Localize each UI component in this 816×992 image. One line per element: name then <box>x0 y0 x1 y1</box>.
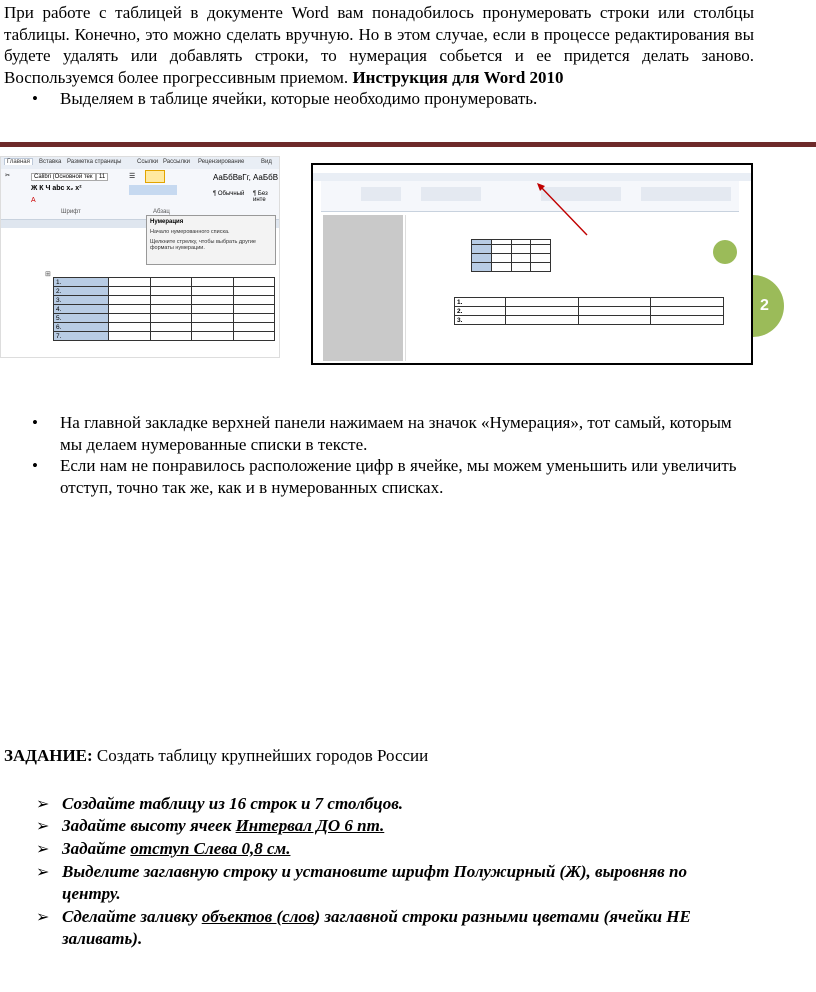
table-cell: 7. <box>54 332 109 341</box>
arrow-bullet-icon: ➢ <box>36 907 50 926</box>
table-row <box>54 332 275 341</box>
font-name-box: Calibri (Основной тек <box>31 173 96 181</box>
table-cell: 3. <box>455 316 506 325</box>
table-row <box>455 316 724 325</box>
arrow-bullet-icon: ➢ <box>36 839 50 858</box>
word-ruler-indent-screenshot <box>311 163 753 365</box>
ribbon-group <box>421 187 481 201</box>
numbered-table <box>53 277 275 341</box>
tooltip-line-2: Щелкните стрелку, чтобы выбрать другие <box>150 239 256 245</box>
page-margin-area <box>323 215 403 361</box>
table-row <box>455 307 724 316</box>
table-cell: 1. <box>54 278 109 287</box>
task-item-text: Задайте <box>62 839 131 858</box>
task-heading <box>4 745 428 767</box>
intro-bold: Инструкция для Word 2010 <box>352 67 564 87</box>
ribbon-tabs <box>313 173 751 181</box>
style-normal: АаБбВвГг, <box>213 173 251 182</box>
table-move-handle-icon: ⊞ <box>45 271 51 278</box>
task-label: ЗАДАНИЕ: <box>4 746 93 765</box>
table-cell: 1. <box>455 298 506 307</box>
ribbon-group <box>641 187 731 201</box>
ribbon-group <box>361 187 401 201</box>
decorative-dot <box>713 240 737 264</box>
table-row <box>54 323 275 332</box>
font-size-box: 11 <box>96 173 108 181</box>
style-normal-label: ¶ Обычный <box>213 191 245 197</box>
tooltip-line-3: форматы нумерации. <box>150 245 205 251</box>
table-cell: 3. <box>54 296 109 305</box>
bullet-marker: • <box>32 413 38 432</box>
group-paragraph-label: Абзац <box>153 209 170 215</box>
style-no-spacing: АаБбВ <box>253 173 279 182</box>
table-row <box>455 298 724 307</box>
table-row <box>54 296 275 305</box>
task-text: Создать таблицу крупнейших городов России <box>92 746 429 765</box>
task-item-emphasis: Интервал ДО 6 пт. <box>235 816 385 835</box>
tab-layout: Разметка страницы <box>67 159 122 165</box>
table-row <box>54 287 275 296</box>
task-item-text: Сделайте заливку <box>62 907 202 926</box>
table-cell: 2. <box>54 287 109 296</box>
table-cell: 6. <box>54 323 109 332</box>
indent-table <box>454 297 724 325</box>
task-item-text: Выделите заглавную строку и установите шрифт Полужирный (Ж), выровняв по центру. <box>62 862 687 903</box>
mini-table <box>471 239 551 272</box>
tab-review: Рецензирование <box>198 159 245 165</box>
table-row <box>54 278 275 287</box>
tooltip-line-1: Начало нумерованного списка. <box>150 229 230 235</box>
numbering-icon <box>145 170 165 183</box>
numbering-tooltip <box>146 215 276 265</box>
format-buttons: Ж К Ч abc x₂ x² <box>31 185 82 192</box>
red-arrow-icon <box>533 179 593 239</box>
task-item-text: Задайте высоту ячеек <box>62 816 236 835</box>
tab-references: Ссылки <box>137 159 159 165</box>
group-font-label: Шрифт <box>61 209 81 215</box>
tab-insert: Вставка <box>39 159 62 165</box>
task-item-text-end: ) заглавной строки разными цветами (ячейки НЕ заливать). <box>62 907 691 948</box>
tab-view: Вид <box>261 159 272 165</box>
task-item-text: Создайте таблицу из 16 строк и 7 столбцов. <box>62 794 404 813</box>
clipboard-icon: ✂ <box>5 173 11 179</box>
align-buttons <box>129 185 177 195</box>
tab-home: Главная <box>4 158 33 165</box>
bullet-text-2: На главной закладке верхней панели нажимаем на значок «Нумерация», тот самый, которым мы делаем нумерованные списки в тексте. <box>60 413 732 454</box>
bullet-text-3: Если нам не понравилось расположение цифр в ячейке, мы можем уменьшить или увеличить отступ, точно так же, как и в нумерованных списках. <box>60 456 737 497</box>
intro-paragraph <box>4 2 754 88</box>
bullet-marker: • <box>32 89 38 108</box>
intro-text: При работе с таблицей в документе Word вам понадобилось пронумеровать строки или столбцы таблицы. Конечно, это можно сделать вручную. Но в этом случае, если в процессе редактирования вы будете удалять или добавлять строки, то нумерация собьется и ее придется делать заново. Воспользуемся более прогрессивным приемом. <box>4 3 754 87</box>
ribbon <box>1 169 279 220</box>
tooltip-title: Нумерация <box>150 219 184 225</box>
bullets-icon: ☰ <box>129 173 136 180</box>
accent-divider <box>0 142 816 147</box>
table-cell: 2. <box>455 307 506 316</box>
bullet-text-1: Выделяем в таблице ячейки, которые необходимо пронумеровать. <box>60 89 538 108</box>
bullet-marker: • <box>32 456 38 475</box>
task-item-emphasis: объектов (слов <box>201 907 315 926</box>
task-item-emphasis: отступ Слева 0,8 см. <box>130 839 291 858</box>
style-no-spacing-label: ¶ Без инте <box>253 191 268 203</box>
table-row <box>54 314 275 323</box>
word-numbering-screenshot <box>0 156 280 358</box>
arrow-bullet-icon: ➢ <box>36 816 50 835</box>
font-color-icon: A <box>31 197 36 204</box>
arrow-bullet-icon: ➢ <box>36 794 50 813</box>
arrow-bullet-icon: ➢ <box>36 862 50 881</box>
table-row <box>54 305 275 314</box>
tab-mailings: Рассылки <box>163 159 190 165</box>
ribbon <box>321 181 739 212</box>
slide-number: 2 <box>760 297 769 314</box>
table-cell: 4. <box>54 305 109 314</box>
table-cell: 5. <box>54 314 109 323</box>
